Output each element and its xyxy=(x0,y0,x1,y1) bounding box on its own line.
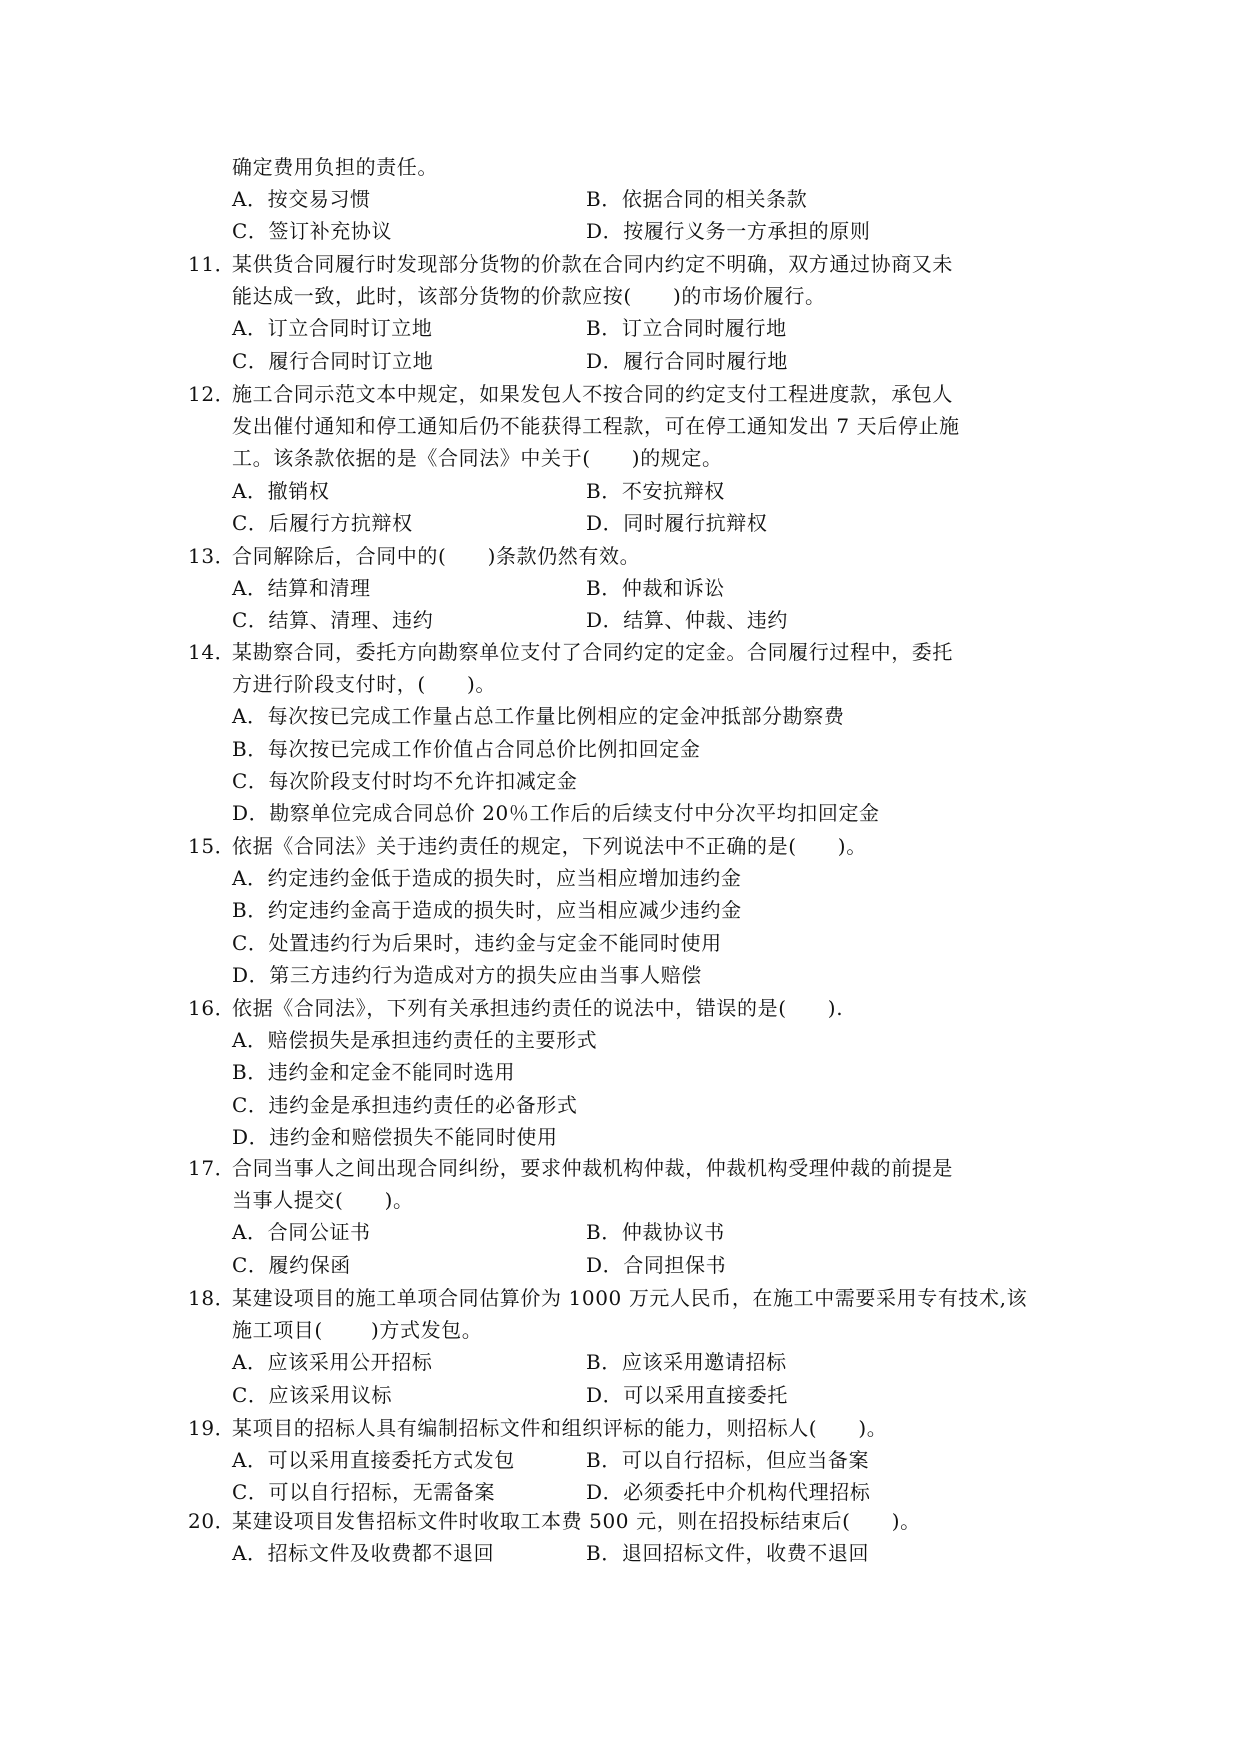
question-stem-line: 能达成一致，此时，该部分货物的价款应按( )的市场价履行。 xyxy=(232,284,826,309)
question-stem-line: 依据《合同法》关于违约责任的规定，下列说法中不正确的是( )。 xyxy=(232,834,867,858)
question-stem-line: 合同解除后，合同中的( )条款仍然有效。 xyxy=(232,544,641,568)
answer-option: A．应该采用公开招标 xyxy=(232,1350,433,1375)
question-number: 20． xyxy=(188,1509,236,1533)
answer-option: A．结算和清理 xyxy=(232,576,371,601)
answer-option: A．约定违约金低于造成的损失时，应当相应增加违约金 xyxy=(232,866,742,891)
answer-option: C．履行合同时订立地 xyxy=(232,348,434,373)
question-stem-line: 合同当事人之间出现合同纠纷，要求仲裁机构仲裁，仲裁机构受理仲裁的前提是 xyxy=(232,1156,953,1180)
answer-option: B．退回招标文件，收费不退回 xyxy=(586,1541,870,1566)
answer-option: C．结算、清理、违约 xyxy=(232,608,434,633)
answer-option: D．结算、仲裁、违约 xyxy=(586,608,789,633)
question-number: 13． xyxy=(188,544,236,568)
answer-option: B．约定违约金高于造成的损失时，应当相应减少违约金 xyxy=(232,898,742,923)
answer-option: D．第三方违约行为造成对方的损失应由当事人赔偿 xyxy=(232,962,702,987)
question-stem-line: 施工项目( )方式发包。 xyxy=(232,1318,483,1343)
question-number: 19． xyxy=(188,1416,236,1440)
answer-option: D．履行合同时履行地 xyxy=(586,348,789,373)
answer-option: B．依据合同的相关条款 xyxy=(586,187,808,211)
answer-option: A．合同公证书 xyxy=(232,1220,371,1245)
question-stem-line: 施工合同示范文本中规定，如果发包人不按合同的约定支付工程进度款，承包人 xyxy=(232,382,953,406)
answer-option: C．每次阶段支付时均不允许扣减定金 xyxy=(232,768,578,793)
answer-option: C．处置违约行为后果时，违约金与定金不能同时使用 xyxy=(232,930,722,955)
answer-option: D．合同担保书 xyxy=(586,1252,727,1277)
answer-option: B．可以自行招标，但应当备案 xyxy=(586,1448,870,1473)
answer-option: C．可以自行招标，无需备案 xyxy=(232,1480,496,1505)
question-number: 11． xyxy=(188,252,236,276)
answer-option: B．每次按已完成工作价值占合同总价比例扣回定金 xyxy=(232,736,701,761)
answer-option: B．仲裁协议书 xyxy=(586,1220,725,1245)
answer-option: A．可以采用直接委托方式发包 xyxy=(232,1448,515,1473)
answer-option: A．每次按已完成工作量占总工作量比例相应的定金冲抵部分勘察费 xyxy=(232,704,845,729)
answer-option: A．撤销权 xyxy=(232,478,330,503)
question-number: 14． xyxy=(188,640,236,664)
answer-option: D．按履行义务一方承担的原则 xyxy=(586,219,871,243)
answer-option: C．应该采用议标 xyxy=(232,1382,393,1407)
answer-option: D．违约金和赔偿损失不能同时使用 xyxy=(232,1124,558,1149)
question-stem-line: 工。该条款依据的是《合同法》中关于( )的规定。 xyxy=(232,446,723,471)
answer-option: A．订立合同时订立地 xyxy=(232,316,433,341)
answer-option: A．赔偿损失是承担违约责任的主要形式 xyxy=(232,1028,598,1053)
answer-option: B．订立合同时履行地 xyxy=(586,316,787,341)
question-stem-line: 某项目的招标人具有编制招标文件和组织评标的能力，则招标人( )。 xyxy=(232,1416,888,1440)
question-number: 12． xyxy=(188,382,236,406)
answer-option: A．招标文件及收费都不退回 xyxy=(232,1541,495,1566)
answer-option: C．履约保函 xyxy=(232,1252,351,1277)
question-number: 16． xyxy=(188,996,236,1020)
answer-option: C．签订补充协议 xyxy=(232,219,393,243)
answer-option: D．必须委托中介机构代理招标 xyxy=(586,1480,871,1505)
answer-option: C．违约金是承担违约责任的必备形式 xyxy=(232,1092,578,1117)
answer-option: D．可以采用直接委托 xyxy=(586,1382,789,1407)
answer-option: B．仲裁和诉讼 xyxy=(586,576,725,601)
question-stem-line: 确定费用负担的责任。 xyxy=(232,155,438,179)
answer-option: B．不安抗辩权 xyxy=(586,478,725,503)
answer-option: D．勘察单位完成合同总价 20％工作后的后续支付中分次平均扣回定金 xyxy=(232,801,880,825)
question-number: 15． xyxy=(188,834,236,858)
answer-option: C．后履行方抗辩权 xyxy=(232,510,413,535)
answer-option: B．应该采用邀请招标 xyxy=(586,1350,787,1375)
question-stem-line: 发出催付通知和停工通知后仍不能获得工程款，可在停工通知发出 7 天后停止施 xyxy=(232,414,960,439)
question-stem-line: 依据《合同法》，下列有关承担违约责任的说法中，错误的是( ). xyxy=(232,996,844,1020)
question-number: 18． xyxy=(188,1286,236,1310)
answer-option: B．违约金和定金不能同时选用 xyxy=(232,1060,516,1085)
question-stem-line: 某建设项目发售招标文件时收取工本费 500 元，则在招投标结束后( )。 xyxy=(232,1509,921,1533)
question-stem-line: 当事人提交( )。 xyxy=(232,1188,414,1213)
question-number: 17． xyxy=(188,1156,236,1180)
question-stem-line: 某勘察合同，委托方向勘察单位支付了合同约定的定金。合同履行过程中，委托 xyxy=(232,640,953,664)
answer-option: A．按交易习惯 xyxy=(232,187,371,211)
answer-option: D．同时履行抗辩权 xyxy=(586,510,768,535)
question-stem-line: 某建设项目的施工单项合同估算价为 1000 万元人民币，在施工中需要采用专有技术,该 xyxy=(232,1286,1028,1310)
question-stem-line: 某供货合同履行时发现部分货物的价款在合同内约定不明确，双方通过协商又未 xyxy=(232,252,953,276)
question-stem-line: 方进行阶段支付时，( )。 xyxy=(232,672,497,697)
